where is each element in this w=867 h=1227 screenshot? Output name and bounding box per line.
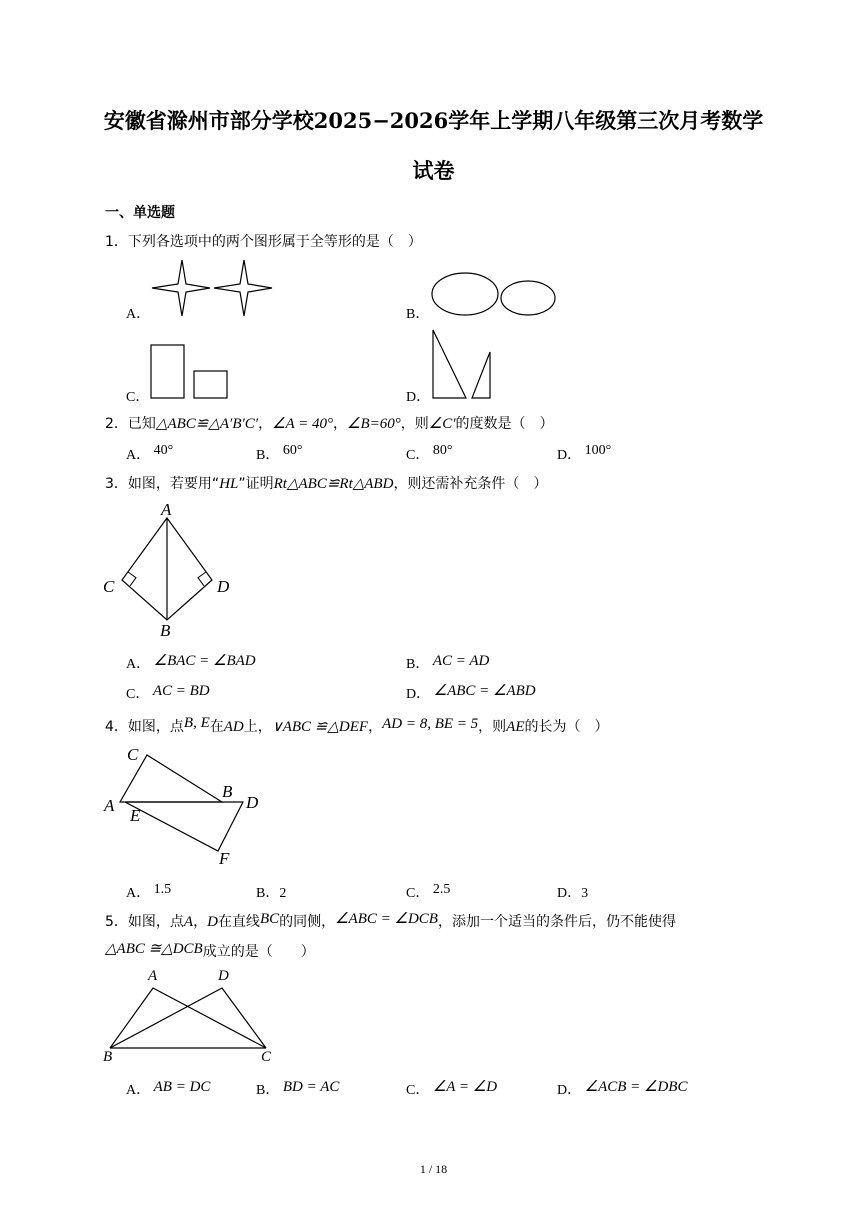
option-label: A． <box>126 1083 151 1098</box>
question-4 <box>105 716 608 736</box>
q4-option-b <box>256 882 286 902</box>
stem-text: 如图，点 <box>127 719 184 735</box>
q3-option-b <box>406 653 489 673</box>
q5-option-c <box>406 1079 497 1099</box>
stem-text: ， <box>193 914 208 930</box>
option-label: D． <box>406 687 431 702</box>
page-number: 1 / 18 <box>419 1162 448 1176</box>
stem-text: ， <box>368 719 383 735</box>
option-value: 100° <box>584 443 612 458</box>
question-5 <box>105 911 676 931</box>
q1-option-c-label: C． <box>126 390 150 405</box>
q3-option-a <box>126 653 256 673</box>
fig-label-b: B <box>103 1049 113 1065</box>
option-value: 1.5 <box>153 882 172 897</box>
question-stem: 下列各选项中的两个图形属于全等形的是（ ） <box>127 234 422 250</box>
points-expression: B, E <box>183 715 210 731</box>
question-number: 2． <box>105 416 128 432</box>
fig-label-b: B <box>160 621 171 640</box>
congruence-expression: ∨ABC ≌△DEF <box>271 719 369 735</box>
option-value: 40° <box>153 443 174 458</box>
option-label: B． <box>256 1083 280 1098</box>
question-1 <box>105 231 422 251</box>
stem-text: 的度数是（ ） <box>455 416 554 432</box>
point-expression: A <box>183 914 194 930</box>
q2-option-b <box>256 444 302 464</box>
q3-figure-kite <box>100 500 240 640</box>
fig-label-d: D <box>217 577 230 596</box>
q5-option-a <box>126 1079 210 1099</box>
option-value: ∠ACB = ∠DBC <box>584 1079 688 1095</box>
option-label: B． <box>406 657 430 672</box>
fig-label-a: A <box>161 500 172 519</box>
option-label: D． <box>557 1083 582 1098</box>
stem-text: ， <box>333 416 348 432</box>
q5-option-d <box>557 1079 687 1099</box>
option-value: ∠ABC = ∠ABD <box>433 683 536 699</box>
q4-option-a <box>126 882 171 902</box>
q4-option-c <box>406 882 450 902</box>
congruence-expression: Rt△ABC≌Rt△ABD <box>273 476 394 492</box>
option-value: 2.5 <box>432 882 451 897</box>
page-title-line1: 安徽省滁州市部分学校2025−2026学年上学期八年级第三次月考数学 <box>103 108 764 133</box>
option-value: AB = DC <box>153 1079 211 1095</box>
stem-text: ”证明 <box>238 476 274 492</box>
option-label: C． <box>406 886 430 901</box>
angle-c-expression: ∠C′ <box>428 416 456 432</box>
question-2 <box>105 413 554 433</box>
stem-text: 在直线 <box>217 914 260 930</box>
question-number: 5． <box>105 914 128 930</box>
page-title-line2: 试卷 <box>412 158 455 183</box>
q4-figure-triangles <box>100 745 260 865</box>
line-expression: BC <box>259 911 280 927</box>
fig-label-f: F <box>219 849 230 868</box>
option-value: 60° <box>282 443 303 458</box>
stem-text: 在 <box>209 719 224 735</box>
option-label: C． <box>406 1083 430 1098</box>
segment-expression: AE <box>506 719 525 735</box>
angle-b-expression: ∠B=60° <box>347 416 401 432</box>
option-value: ∠BAC = ∠BAD <box>153 653 256 669</box>
option-value: AC = AD <box>432 653 490 669</box>
stem-text: 如图，若要用“ <box>127 476 220 492</box>
stem-text: ，则 <box>400 416 429 432</box>
angle-a-expression: ∠A = 40° <box>272 416 334 432</box>
q2-option-c <box>406 444 452 464</box>
stem-text: ，则还需补充条件（ ） <box>393 476 548 492</box>
stem-text: ， <box>258 416 273 432</box>
question-5-line2 <box>105 941 315 961</box>
fig-label-c: C <box>261 1049 272 1065</box>
q3-option-d <box>406 683 536 703</box>
stem-text: 已知 <box>127 416 156 432</box>
hl-expression: HL <box>219 476 239 492</box>
fig-label-c: C <box>103 577 115 596</box>
fig-label-b: B <box>222 782 233 801</box>
q4-option-d <box>557 882 588 902</box>
q5-figure-triangles <box>100 980 280 1055</box>
congruence-expression: △ABC≌△A′B′C′ <box>155 416 259 432</box>
option-value: ∠A = ∠D <box>432 1079 498 1095</box>
option-label: A． <box>126 886 151 901</box>
option-label: C． <box>406 448 430 463</box>
section-heading: 一、单选题 <box>105 205 175 221</box>
q2-option-d <box>557 444 611 464</box>
option-label: A． <box>126 448 151 463</box>
q1-figure-b-ellipses <box>430 270 560 320</box>
q3-option-c <box>126 683 210 703</box>
stem-text: ，则 <box>478 719 507 735</box>
stem-text: 的同侧， <box>279 914 336 930</box>
fig-label-c: C <box>127 745 139 764</box>
option-label: A． <box>126 657 151 672</box>
values-expression: AD = 8, BE = 5 <box>382 716 479 732</box>
segment-expression: AD <box>223 719 244 735</box>
option-value: 80° <box>432 443 453 458</box>
option-value: 3 <box>581 886 589 901</box>
fig-label-d: D <box>246 793 259 812</box>
stem-text: 成立的是（ ） <box>202 944 315 960</box>
question-number: 1． <box>105 234 128 250</box>
option-label: D． <box>557 886 582 901</box>
stem-text: 如图，点 <box>127 914 184 930</box>
option-label: B． <box>256 886 280 901</box>
question-number: 4． <box>105 719 128 735</box>
q5-option-b <box>256 1079 339 1099</box>
fig-label-e: E <box>130 806 141 825</box>
condition-expression: ∠ABC = ∠DCB <box>335 911 438 927</box>
option-value: 2 <box>279 886 287 901</box>
option-label: D． <box>557 448 582 463</box>
option-label: B． <box>256 448 280 463</box>
q1-figure-a-stars <box>148 258 278 320</box>
q1-option-a-label: A． <box>126 307 151 322</box>
q1-option-b-label: B． <box>406 307 430 322</box>
fig-label-d: D <box>218 968 229 984</box>
option-value: AC = BD <box>152 683 210 699</box>
option-value: BD = AC <box>282 1079 340 1095</box>
q2-option-a <box>126 444 173 464</box>
q1-figure-c-rectangles <box>148 343 233 401</box>
congruence-expression: △ABC ≅△DCB <box>105 941 203 957</box>
stem-text: 上， <box>243 719 272 735</box>
point-expression: D <box>207 914 218 930</box>
fig-label-a: A <box>104 796 115 815</box>
stem-text: ，添加一个适当的条件后，仍不能使得 <box>437 914 676 930</box>
q1-option-d-label: D． <box>406 390 431 405</box>
question-3 <box>105 473 547 493</box>
question-number: 3． <box>105 476 128 492</box>
fig-label-a: A <box>148 968 158 984</box>
stem-text: 的长为（ ） <box>524 719 609 735</box>
q1-figure-d-triangles <box>430 328 500 402</box>
option-label: C． <box>126 687 150 702</box>
